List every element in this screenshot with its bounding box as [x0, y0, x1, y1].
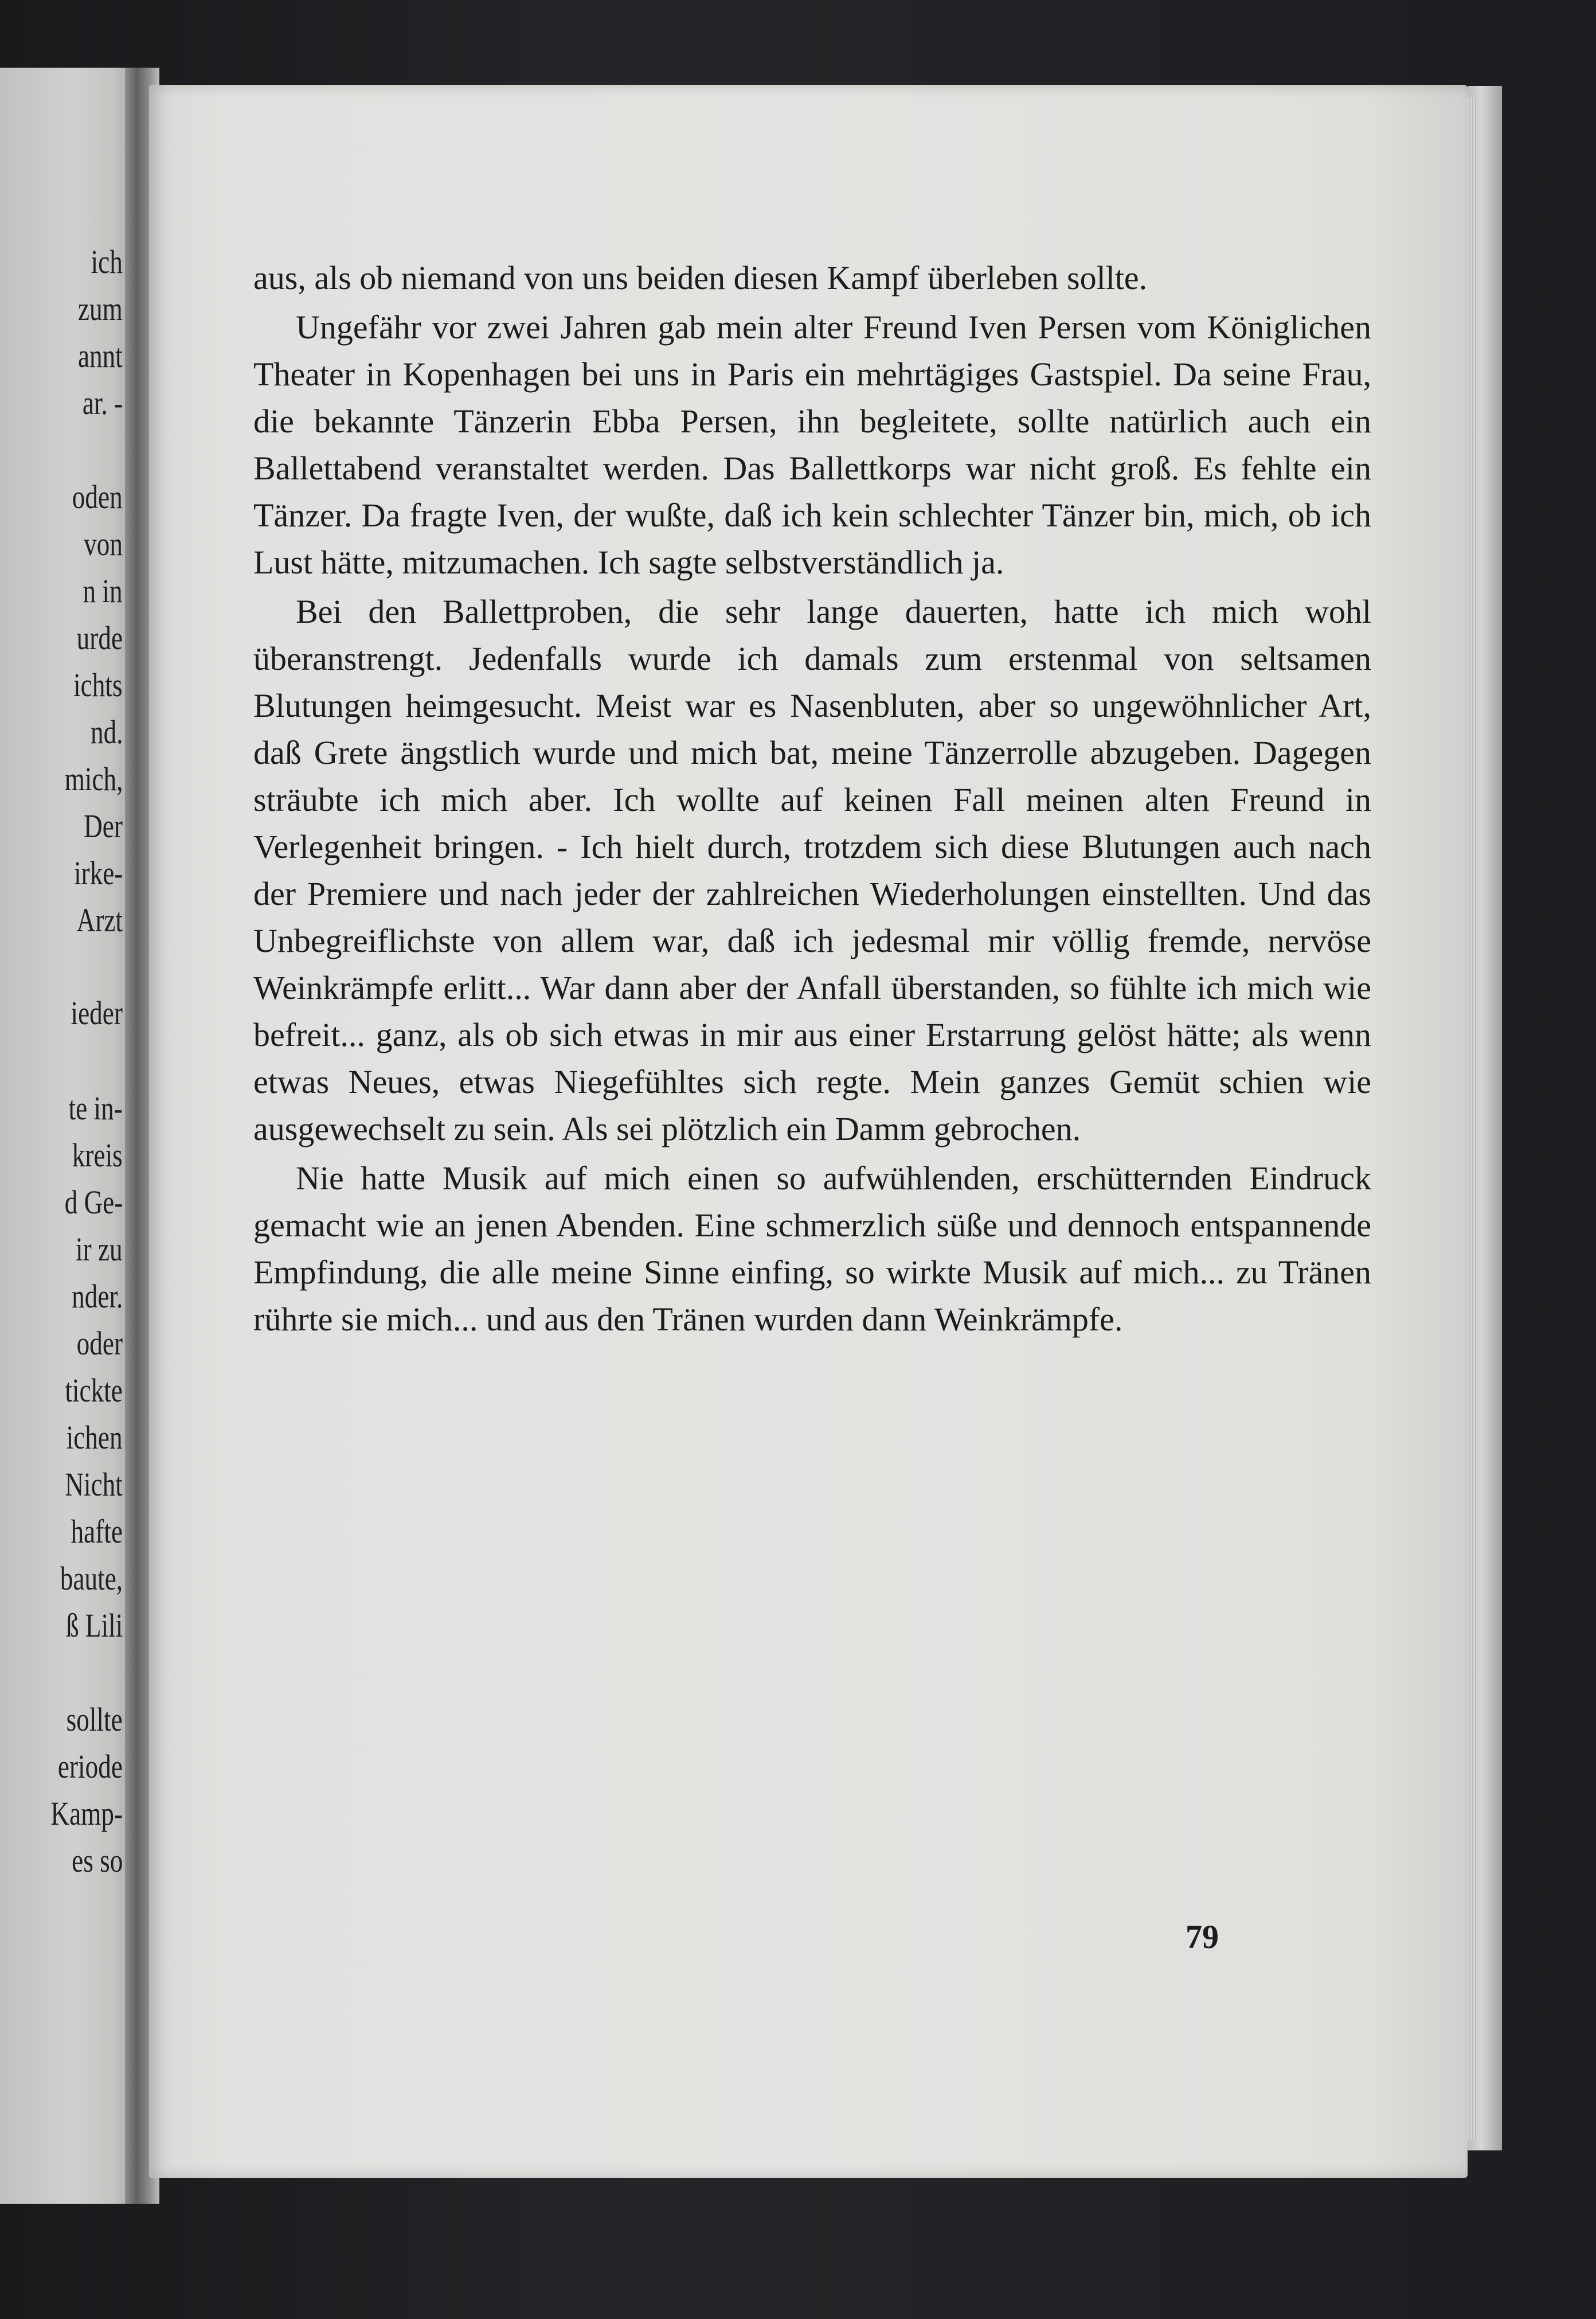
left-page-fragment: mich, — [64, 760, 123, 798]
left-page-fragment: ichen — [66, 1419, 123, 1456]
left-page-fragment: von — [84, 525, 123, 563]
left-page-fragment: tickte — [65, 1372, 123, 1409]
left-page-fragment: te in- — [68, 1090, 123, 1127]
left-page-fragment: Nicht — [65, 1466, 123, 1503]
left-page-fragment: oder — [76, 1325, 123, 1362]
left-page-fragment: ß Lili — [65, 1607, 123, 1644]
left-page-fragment: ieder — [71, 994, 123, 1032]
page-number: 79 — [1186, 1918, 1219, 1955]
left-page-fragment: Der — [84, 807, 123, 845]
left-page-fragment: zum — [78, 290, 123, 327]
left-page-fragment: urde — [76, 619, 123, 657]
left-page-fragment: eriode — [57, 1748, 123, 1785]
left-page-text-fragments — [0, 68, 123, 2204]
left-page-fragment: kreis — [72, 1137, 123, 1174]
left-page-fragment: ir zu — [76, 1231, 123, 1268]
left-page-fragment: ich — [91, 243, 123, 280]
body-text — [253, 255, 1371, 1343]
paragraph: Nie hatte Musik auf mich einen so aufwühlenden, erschütternden Eindruck gemacht wie an jenen Abenden. Eine schmerzlich süße und dennoch entspannende Empfindung, die alle meine Sinne einfing, so wirkte Musik auf mich... zu Tränen rührte sie mich... und aus den Tränen wurden dann Weinkrämpfe. — [253, 1160, 1371, 1338]
left-page-fragment: hafte — [71, 1513, 123, 1550]
left-page-fragment: irke- — [73, 854, 123, 892]
paragraph: aus, als ob niemand von uns beiden diesen Kampf überleben sollte. — [253, 259, 1148, 296]
left-page-fragment: Arzt — [76, 901, 123, 939]
left-page-fragment: d Ge- — [64, 1184, 123, 1221]
left-page-fragment: Kamp- — [50, 1795, 123, 1832]
facing-left-page — [0, 68, 133, 2204]
left-page-fragment: baute, — [60, 1560, 123, 1597]
left-page-fragment: nd. — [90, 713, 123, 751]
left-page-fragment: sollte — [66, 1701, 123, 1738]
left-page-fragment: es so — [71, 1842, 123, 1879]
paragraph: Ungefähr vor zwei Jahren gab mein alter Freund Iven Persen vom Königlichen Theater in Kopenhagen bei uns in Paris ein mehrtägiges Gastspiel. Da seine Frau, die bekannte Tänzerin Ebba Persen, ihn begleitete, sollte natürlich auch ein Ballettabend veranstaltet werden. Das Ballettkorps war nicht groß. Es fehlte ein Tänzer. Da fragte Iven, der wußte, daß ich kein schlechter Tänzer bin, mich, ob ich Lust hätte, mitzumachen. Ich sagte selbstverständlich ja. — [253, 309, 1371, 581]
left-page-fragment: nder. — [71, 1278, 123, 1315]
left-page-fragment: ichts — [73, 666, 123, 704]
left-page-fragment: n in — [83, 572, 123, 610]
left-page-fragment: oden — [72, 478, 123, 516]
left-page-fragment: annt — [78, 337, 123, 374]
paragraph: Bei den Ballettproben, die sehr lange dauerten, hatte ich mich wohl überanstrengt. Jedenfalls wurde ich damals zum erstenmal von seltsamen Blutungen heimgesucht. Meist war es Nasenbluten, aber so ungewöhnlicher Art, daß Grete ängstlich wurde und mich bat, meine Tänzerrolle abzugeben. Dagegen sträubte ich mich aber. Ich wollte auf keinen Fall meinen alten Freund in Verlegenheit bringen. - Ich hielt durch, trotzdem sich diese Blutungen auch nach der Premiere und nach jeder der zahlreichen Wiederholungen einstellten. Und das Unbegreiflichste von allem war, daß ich jedesmal mir völlig fremde, nervöse Weinkrämpfe erlitt... War dann aber der Anfall überstanden, so fühlte ich mich wie befreit... ganz, als ob sich etwas in mir aus einer Erstarrung gelöst hätte; als wenn etwas Neues, etwas Niegefühltes sich regte. Mein ganzes Gemüt schien wie ausgewechselt zu sein. Als sei plötzlich ein Damm gebrochen. — [253, 593, 1371, 1147]
left-page-fragment: ar. - — [82, 384, 123, 421]
book-page — [149, 85, 1468, 2178]
